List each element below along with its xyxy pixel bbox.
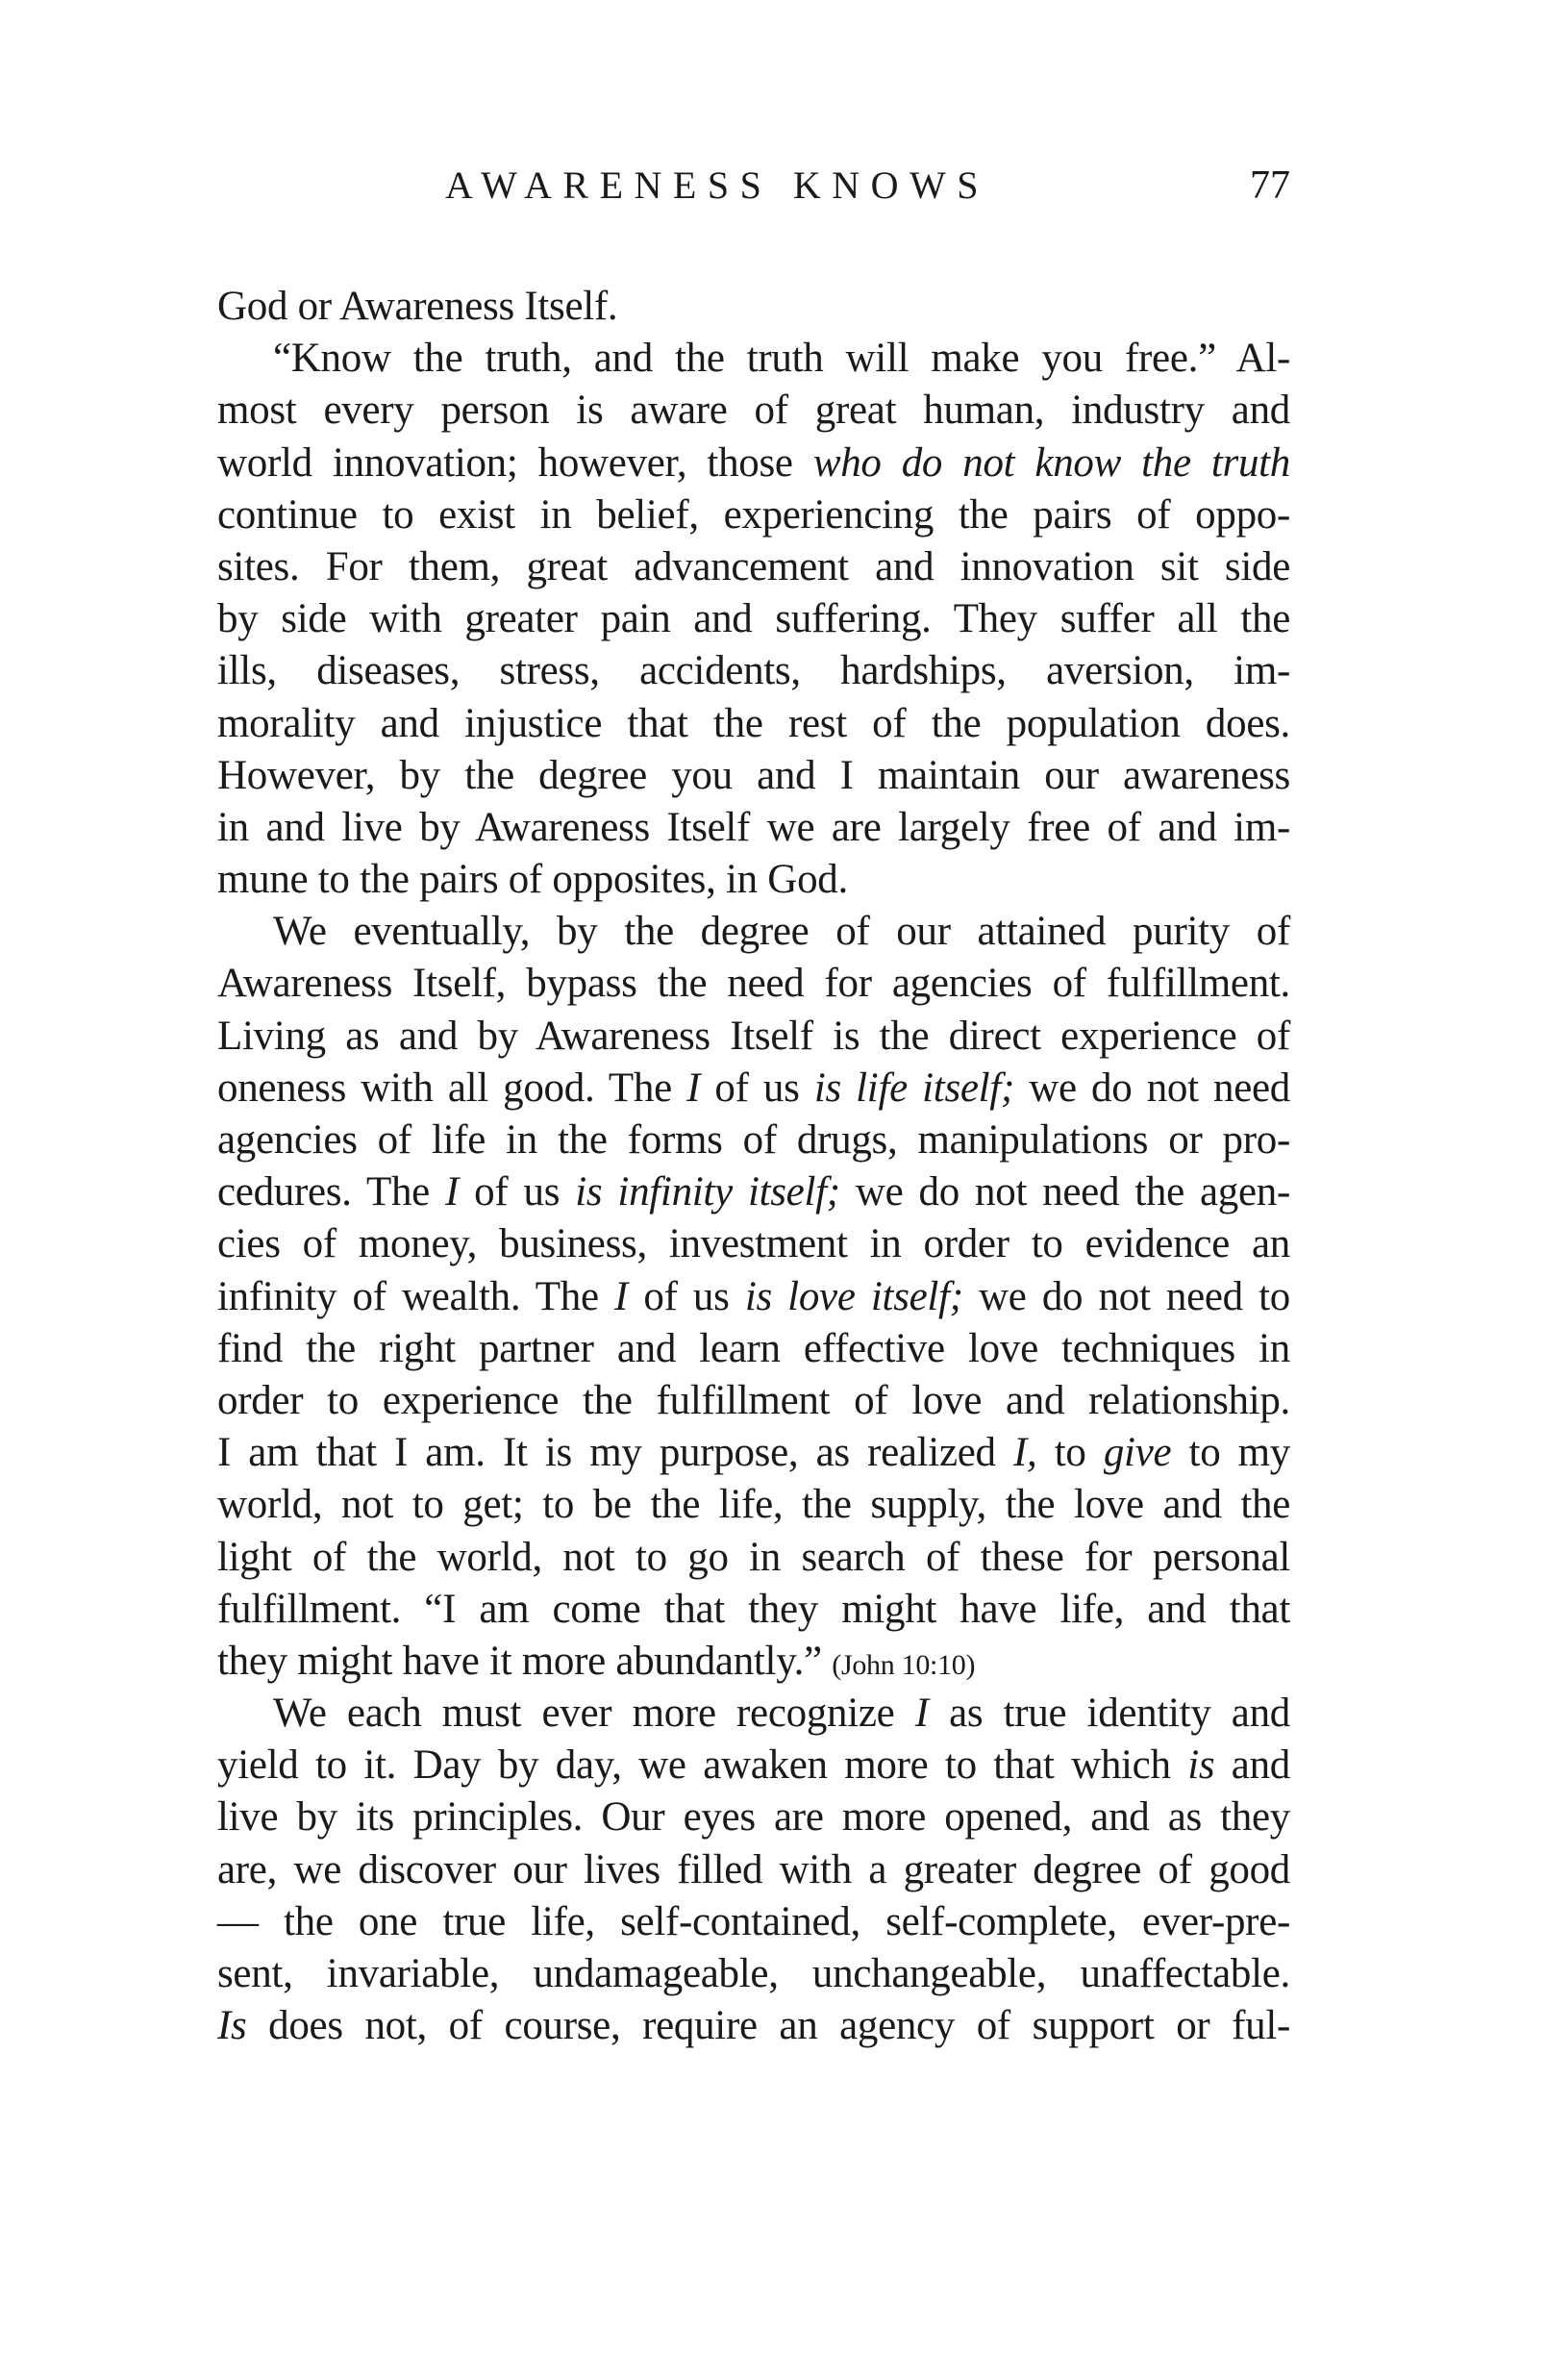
text-line <box>217 1323 1290 1375</box>
text-segment: does not, of course, require an agency of support or ful- <box>246 2003 1290 2049</box>
text-line <box>217 750 1290 802</box>
text-segment: most every person is aware of great human, industry and <box>217 388 1290 434</box>
text-segment: continue to exist in belief, experiencing the pairs of oppo- <box>217 491 1290 538</box>
text-segment: light of the world, not to go in search of these for personal <box>217 1534 1290 1580</box>
italic-text: I <box>445 1169 460 1215</box>
text-segment: infinity of wealth. The <box>217 1273 615 1319</box>
text-segment: sent, invariable, undamageable, unchangeable, unaffectable. <box>217 1951 1290 1996</box>
text-line <box>217 906 1290 958</box>
text-line <box>217 1948 1290 2000</box>
body-text <box>217 281 1290 2052</box>
text-line <box>217 1375 1290 1427</box>
text-segment: We each must ever more recognize <box>273 1691 915 1737</box>
text-line <box>217 385 1290 437</box>
italic-text: give <box>1103 1430 1172 1476</box>
text-line <box>217 1532 1290 1584</box>
text-segment: of us <box>628 1273 745 1319</box>
running-head-title: AWARENESS KNOWS <box>445 163 989 207</box>
italic-text: Is <box>217 2003 247 2049</box>
text-line <box>217 802 1290 854</box>
text-segment: find the right partner and learn effective love techniques in <box>217 1325 1290 1371</box>
text-segment: we do not need <box>1013 1065 1290 1111</box>
text-line <box>217 438 1290 489</box>
text-line <box>217 281 1290 333</box>
text-segment: we do not need the agen- <box>839 1169 1290 1215</box>
text-segment: God or Awareness Itself. <box>217 284 618 329</box>
text-segment: they might have it more abundantly.” <box>217 1638 833 1684</box>
text-line <box>217 1584 1290 1636</box>
text-segment: “Know the truth, and the truth will make you free.” Al- <box>273 336 1290 382</box>
text-segment: However, by the degree you and I maintain our awareness <box>217 752 1290 798</box>
text-line <box>217 1479 1290 1531</box>
text-segment: sites. For them, great advancement and innovation sit side <box>217 543 1290 589</box>
text-line <box>217 1427 1290 1479</box>
italic-text: I <box>914 1691 929 1737</box>
text-line <box>217 541 1290 593</box>
text-segment: oneness with all good. The <box>217 1065 687 1111</box>
text-segment: order to experience the fulfillment of love and relationship. <box>217 1377 1290 1423</box>
text-segment: as true identity and <box>928 1691 1290 1737</box>
text-line <box>217 698 1290 750</box>
text-segment: world innovation; however, those <box>217 439 813 486</box>
text-segment: agencies of life in the forms of drugs, manipulations or pro- <box>217 1117 1290 1163</box>
italic-text: is life itself; <box>813 1065 1014 1111</box>
text-line <box>217 854 1290 906</box>
italic-text: is infinity itself; <box>575 1169 840 1215</box>
text-line <box>217 1791 1290 1843</box>
text-segment: live by its principles. Our eyes are more opened, and as they <box>217 1794 1290 1841</box>
text-line <box>217 1740 1290 1791</box>
text-segment: in and live by Awareness Itself we are largely free of and im- <box>217 804 1290 850</box>
italic-text: I, <box>1013 1430 1037 1476</box>
italic-text: is <box>1187 1742 1215 1789</box>
citation-text: (John 10:10) <box>832 1648 976 1681</box>
text-segment: world, not to get; to be the life, the supply, the love and the <box>217 1482 1290 1528</box>
text-line <box>217 1011 1290 1063</box>
text-segment: fulfillment. “I am come that they might have life, and that <box>217 1586 1290 1632</box>
text-segment: to my <box>1171 1430 1291 1476</box>
text-line <box>217 1115 1290 1166</box>
text-line <box>217 1271 1290 1323</box>
text-segment: we do not need to <box>962 1273 1290 1319</box>
text-segment: Awareness Itself, bypass the need for agencies of fulfillment. <box>217 961 1290 1007</box>
text-line <box>217 1844 1290 1896</box>
text-line <box>217 489 1290 541</box>
text-line <box>217 1636 1290 1688</box>
text-segment: We eventually, by the degree of our attained purity of <box>273 909 1290 955</box>
italic-text: is love itself; <box>744 1273 963 1319</box>
text-segment: morality and injustice that the rest of the population does. <box>217 700 1290 746</box>
text-line <box>217 1218 1290 1270</box>
text-line <box>217 593 1290 645</box>
text-segment: cies of money, business, investment in order to evidence an <box>217 1221 1290 1267</box>
text-segment: yield to it. Day by day, we awaken more to that which <box>217 1742 1188 1789</box>
italic-text: I <box>686 1065 701 1111</box>
italic-text: I <box>614 1273 629 1319</box>
text-segment: of us <box>459 1169 576 1215</box>
running-head <box>217 162 1290 210</box>
text-segment: Living as and by Awareness Itself is the direct experience of <box>217 1013 1290 1059</box>
text-line <box>217 2000 1290 2052</box>
text-segment: ills, diseases, stress, accidents, hardships, aversion, im- <box>217 648 1290 694</box>
text-segment: I am that I am. It is my purpose, as realized <box>217 1430 1013 1476</box>
italic-text: who do not know the truth <box>812 439 1290 486</box>
text-segment: are, we discover our lives filled with a greater degree of good <box>217 1846 1290 1892</box>
text-segment: mune to the pairs of opposites, in God. <box>217 857 848 903</box>
text-segment: by side with greater pain and suffering. They suffer all the <box>217 596 1290 642</box>
text-segment: — the one true life, self-contained, self-complete, ever-pre- <box>217 1898 1290 1944</box>
text-segment: cedures. The <box>217 1169 446 1215</box>
text-line <box>217 1688 1290 1740</box>
text-line <box>217 1063 1290 1115</box>
text-line <box>217 1896 1290 1948</box>
text-line <box>217 1166 1290 1218</box>
page-number: 77 <box>1250 163 1290 208</box>
text-line <box>217 333 1290 385</box>
text-segment: to <box>1036 1430 1104 1476</box>
text-line <box>217 958 1290 1010</box>
text-segment: and <box>1214 1742 1290 1789</box>
text-segment: of us <box>700 1065 814 1111</box>
text-line <box>217 645 1290 697</box>
